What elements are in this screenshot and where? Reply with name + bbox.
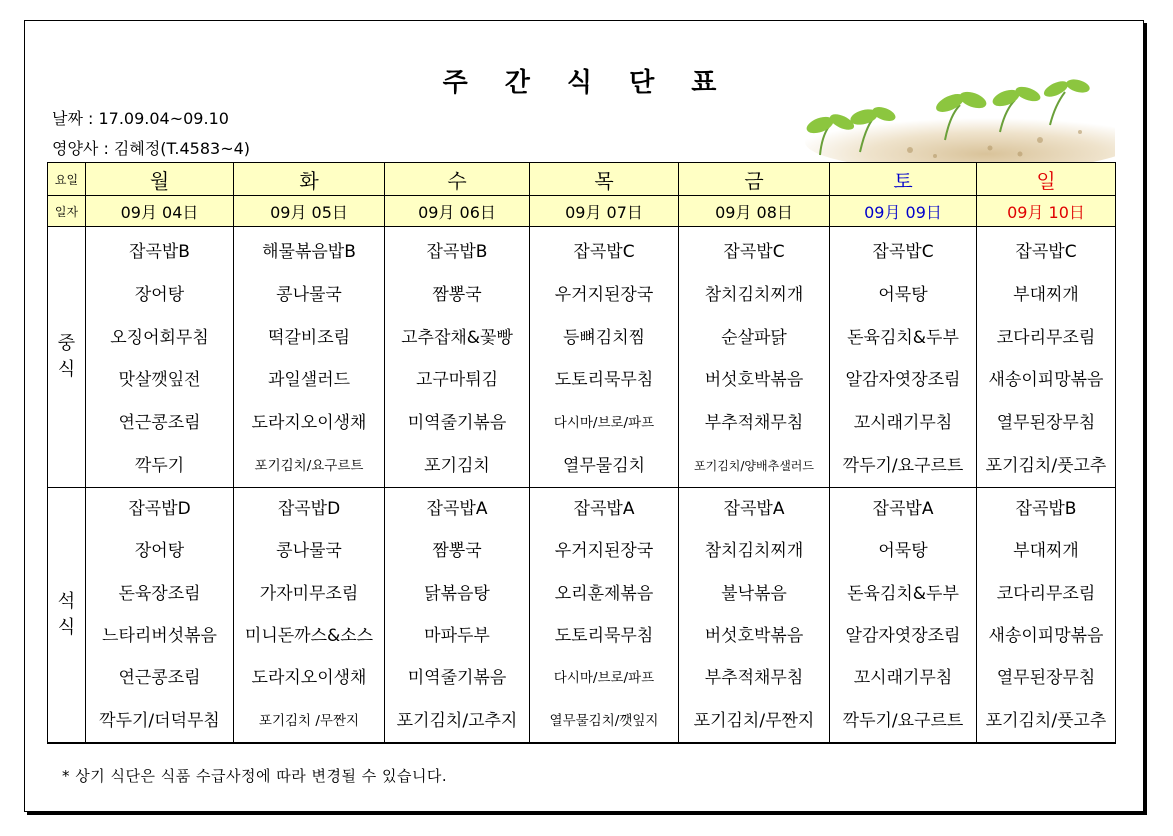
menu-item: 짬뽕국 xyxy=(432,285,482,305)
menu-item: 잡곡밥C xyxy=(573,242,635,263)
menu-item: 꼬시래기무침 xyxy=(853,413,953,434)
lunch-mon xyxy=(86,227,234,488)
dinner-sat xyxy=(830,488,977,744)
menu-item: 부대찌개 xyxy=(1013,285,1079,305)
weekly-menu-table xyxy=(47,162,1116,744)
dinner-fri xyxy=(679,488,830,744)
date-fri: 09月 08日 xyxy=(679,196,830,227)
dinner-label xyxy=(48,488,86,744)
menu-item: 부대찌개 xyxy=(1013,541,1079,562)
menu-item: 깍두기/요구르트 xyxy=(842,710,964,731)
menu-item: 버섯호박볶음 xyxy=(704,370,804,391)
menu-item: 해물볶음밥B xyxy=(262,242,356,263)
menu-item: 어묵탕 xyxy=(878,541,928,562)
menu-item: 고추잡채&꽃빵 xyxy=(401,327,513,348)
sprouts-image xyxy=(760,70,1115,162)
menu-item: 잡곡밥D xyxy=(277,499,341,520)
menu-item: 순살파닭 xyxy=(721,327,787,348)
menu-item: 다시마/브로/파프 xyxy=(553,415,655,432)
dinner-thu xyxy=(530,488,679,744)
menu-item: 깍두기/요구르트 xyxy=(842,455,964,476)
day-header-label: 요일 xyxy=(48,163,86,196)
menu-item: 코다리무조림 xyxy=(996,583,1096,604)
menu-item: 어묵탕 xyxy=(878,285,928,305)
menu-item: 버섯호박볶음 xyxy=(704,626,804,647)
menu-item: 새송이피망볶음 xyxy=(988,626,1104,647)
lunch-label-char-1: 중 xyxy=(57,333,76,354)
menu-item: 열무물김치 xyxy=(562,455,646,476)
day-row xyxy=(48,163,1116,196)
menu-item: 콩나물국 xyxy=(276,541,342,562)
menu-item: 느타리버섯볶음 xyxy=(102,626,217,647)
dinner-row xyxy=(48,488,1116,744)
lunch-thu xyxy=(530,227,679,488)
lunch-sat xyxy=(830,227,977,488)
day-thu: 목 xyxy=(530,163,679,196)
day-sun: 일 xyxy=(977,163,1116,196)
menu-item: 열무된장무침 xyxy=(996,413,1096,434)
lunch-row xyxy=(48,227,1116,488)
menu-item: 포기김치/요구르트 xyxy=(254,457,364,474)
menu-item: 잡곡밥D xyxy=(128,499,191,520)
menu-item: 불낙볶음 xyxy=(721,583,787,604)
menu-item: 닭볶음탕 xyxy=(424,583,490,604)
menu-item: 잡곡밥A xyxy=(872,499,934,520)
menu-item: 부추적채무침 xyxy=(704,668,804,689)
menu-item: 오징어회무침 xyxy=(110,327,209,348)
menu-item: 도토리묵무침 xyxy=(554,370,654,391)
menu-item: 잡곡밥C xyxy=(723,242,785,263)
dinner-label-char-2: 식 xyxy=(57,617,76,638)
menu-item: 짬뽕국 xyxy=(432,541,482,562)
menu-item: 과일샐러드 xyxy=(267,370,351,391)
menu-item: 고구마튀김 xyxy=(415,370,499,391)
day-wed: 수 xyxy=(385,163,530,196)
menu-item: 포기김치 xyxy=(424,455,490,476)
day-tue: 화 xyxy=(234,163,385,196)
menu-item: 참치김치찌개 xyxy=(704,541,804,562)
lunch-sun xyxy=(977,227,1116,488)
menu-item: 우거지된장국 xyxy=(554,285,654,305)
menu-item: 콩나물국 xyxy=(276,285,342,305)
menu-item: 오리훈제볶음 xyxy=(554,583,654,604)
dinner-wed xyxy=(385,488,530,744)
lunch-label xyxy=(48,227,86,488)
menu-item: 장어탕 xyxy=(134,285,185,305)
menu-item: 연근콩조림 xyxy=(118,413,201,434)
menu-item: 마파두부 xyxy=(424,626,490,647)
date-range: 날짜 : 17.09.04~09.10 xyxy=(52,109,229,128)
lunch-tue xyxy=(234,227,385,488)
menu-item: 알감자엿장조림 xyxy=(845,626,961,647)
footnote: * 상기 식단은 식품 수급사정에 따라 변경될 수 있습니다. xyxy=(62,767,448,785)
date-thu: 09月 07日 xyxy=(530,196,679,227)
menu-item: 미니돈까스&소스 xyxy=(244,626,374,647)
menu-item: 맛살깻잎전 xyxy=(118,370,201,391)
date-sat: 09月 09日 xyxy=(830,196,977,227)
menu-item: 잡곡밥A xyxy=(723,499,785,520)
menu-item: 새송이피망볶음 xyxy=(988,370,1104,391)
menu-item: 포기김치/무짠지 xyxy=(693,710,815,731)
menu-item: 잡곡밥A xyxy=(426,499,488,520)
menu-item: 참치김치찌개 xyxy=(704,285,804,305)
day-mon: 월 xyxy=(86,163,234,196)
menu-item: 다시마/브로/파프 xyxy=(553,670,655,687)
menu-item: 돈육김치&두부 xyxy=(847,583,959,604)
dinner-label-char-1: 석 xyxy=(57,591,76,612)
day-fri: 금 xyxy=(679,163,830,196)
menu-item: 포기김치 /무짠지 xyxy=(258,712,360,729)
menu-item: 장어탕 xyxy=(134,541,185,562)
menu-item: 돈육장조림 xyxy=(118,583,201,604)
menu-item: 잡곡밥B xyxy=(426,242,488,263)
menu-item: 잡곡밥A xyxy=(573,499,635,520)
menu-item: 깍두기/더덕무침 xyxy=(99,710,220,731)
menu-item: 연근콩조림 xyxy=(118,668,201,689)
day-sat: 토 xyxy=(830,163,977,196)
lunch-fri xyxy=(679,227,830,488)
date-tue: 09月 05日 xyxy=(234,196,385,227)
lunch-label-char-2: 식 xyxy=(57,359,76,380)
lunch-wed xyxy=(385,227,530,488)
menu-item: 알감자엿장조림 xyxy=(845,370,961,391)
menu-item: 잡곡밥B xyxy=(1015,499,1077,520)
menu-item: 코다리무조림 xyxy=(996,327,1096,348)
menu-item: 잡곡밥C xyxy=(872,242,934,263)
dinner-sun xyxy=(977,488,1116,744)
menu-item: 포기김치/고추지 xyxy=(396,710,518,731)
menu-item: 등뼈김치찜 xyxy=(562,327,646,348)
dinner-mon xyxy=(86,488,234,744)
menu-item: 잡곡밥C xyxy=(1015,242,1077,263)
date-header-label: 일자 xyxy=(48,196,86,227)
menu-item: 도라지오이생채 xyxy=(251,668,367,689)
menu-item: 깍두기 xyxy=(134,455,185,476)
menu-item: 열무물김치/깻잎지 xyxy=(549,712,659,729)
menu-item: 포기김치/풋고추 xyxy=(985,455,1107,476)
menu-item: 꼬시래기무침 xyxy=(853,668,953,689)
menu-item: 도토리묵무침 xyxy=(554,626,654,647)
page-title: 주 간 식 단 표 xyxy=(442,68,731,98)
menu-item: 열무된장무침 xyxy=(996,668,1096,689)
menu-item: 미역줄기볶음 xyxy=(407,668,507,689)
date-row xyxy=(48,196,1116,227)
menu-item: 부추적채무침 xyxy=(704,413,804,434)
menu-item: 떡갈비조림 xyxy=(267,327,351,348)
menu-item: 포기김치/풋고추 xyxy=(985,710,1107,731)
menu-item: 우거지된장국 xyxy=(554,541,654,562)
menu-item: 가자미무조림 xyxy=(259,583,359,604)
menu-item: 도라지오이생채 xyxy=(251,413,367,434)
menu-item: 잡곡밥B xyxy=(129,242,190,263)
date-mon: 09月 04日 xyxy=(86,196,234,227)
date-sun: 09月 10日 xyxy=(977,196,1116,227)
menu-item: 포기김치/양배추샐러드 xyxy=(694,458,814,473)
menu-item: 돈육김치&두부 xyxy=(847,327,959,348)
dietitian-info: 영양사 : 김혜정(T.4583~4) xyxy=(52,139,251,158)
menu-item: 미역줄기볶음 xyxy=(407,413,507,434)
date-wed: 09月 06日 xyxy=(385,196,530,227)
dinner-tue xyxy=(234,488,385,744)
